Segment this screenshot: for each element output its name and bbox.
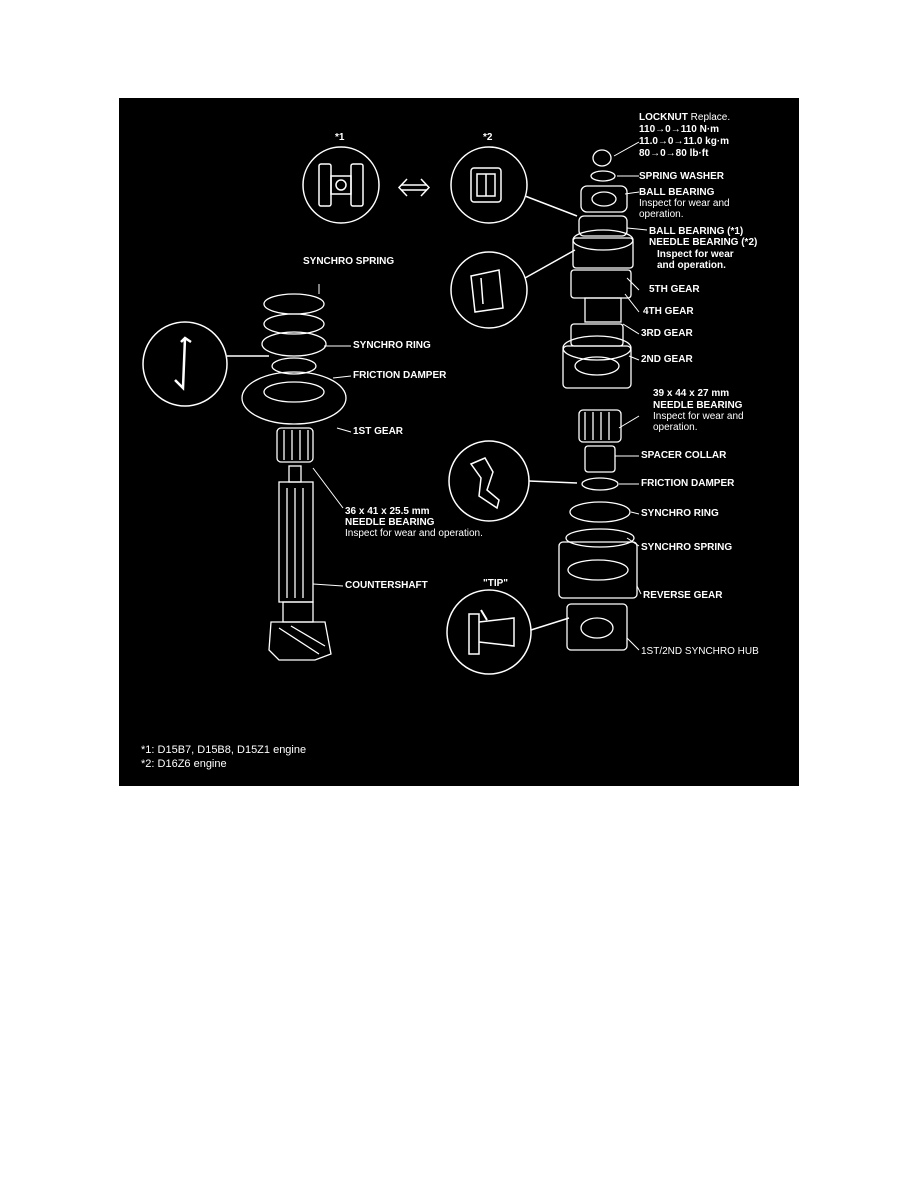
ball-bearing-note2: operation. — [639, 209, 684, 220]
locknut-torque-lbft: 80→0→80 lb·ft — [639, 148, 709, 159]
label-friction-damper-right: FRICTION DAMPER — [641, 478, 735, 489]
needle-bearing-note2: operation. — [653, 422, 698, 433]
right-shaft-stack — [559, 150, 637, 650]
label-needle-bearing-left: NEEDLE BEARING — [345, 517, 435, 528]
double-arrow-icon — [399, 179, 429, 196]
needle-bearing-left-note: Inspect for wear and operation. — [345, 528, 483, 539]
label-spacer-collar: SPACER COLLAR — [641, 450, 727, 461]
label-1st-gear: 1ST GEAR — [353, 426, 404, 437]
label-bearing-alt-1: BALL BEARING (*1) — [649, 226, 744, 237]
label-spring-washer: SPRING WASHER — [639, 171, 725, 182]
leader-line — [525, 196, 577, 216]
leader-line — [531, 618, 569, 630]
detail-circle-2 — [451, 147, 527, 223]
locknut-title: LOCKNUT — [639, 112, 688, 123]
label-tip: "TIP" — [483, 578, 509, 589]
label-friction-damper-left: FRICTION DAMPER — [353, 370, 447, 381]
marker-1: *1 — [335, 132, 345, 143]
footnote-2: *2: D16Z6 engine — [141, 758, 227, 770]
label-synchro-spring-right: SYNCHRO SPRING — [641, 542, 733, 553]
leader-line — [529, 481, 577, 483]
label-synchro-hub: 1ST/2ND SYNCHRO HUB — [641, 646, 759, 657]
locknut-torque-nm: 110→0→110 N·m — [639, 124, 720, 135]
label-3rd-gear: 3RD GEAR — [641, 328, 693, 339]
needle-bearing-left-size: 36 x 41 x 25.5 mm — [345, 506, 430, 517]
label-leaders — [313, 142, 647, 650]
label-reverse-gear: REVERSE GEAR — [643, 590, 723, 601]
locknut-note: Replace. — [690, 112, 731, 123]
label-bearing-alt-2: NEEDLE BEARING (*2) — [649, 237, 758, 248]
bearing-alt-note1: Inspect for wear — [657, 249, 734, 260]
detail-circle-tip — [447, 590, 531, 674]
label-synchro-ring-left: SYNCHRO RING — [353, 340, 431, 351]
label-4th-gear: 4TH GEAR — [643, 306, 694, 317]
detail-circle-spring — [143, 322, 227, 406]
needle-bearing-size: 39 x 44 x 27 mm — [653, 388, 730, 399]
label-2nd-gear: 2ND GEAR — [641, 354, 693, 365]
label-synchro-ring-right: SYNCHRO RING — [641, 508, 719, 519]
detail-circle-bearing — [451, 252, 527, 328]
needle-bearing-note1: Inspect for wear and — [653, 411, 744, 422]
detail-circle-1 — [303, 147, 379, 223]
detail-circle-damper — [449, 441, 529, 521]
label-locknut — [639, 112, 730, 123]
bearing-alt-note2: and operation. — [657, 260, 726, 271]
marker-2: *2 — [483, 132, 493, 143]
label-countershaft: COUNTERSHAFT — [345, 580, 428, 591]
locknut-torque-kgm: 11.0→0→11.0 kg·m — [639, 136, 730, 147]
label-needle-bearing: NEEDLE BEARING — [653, 400, 743, 411]
exploded-view-diagram — [119, 98, 799, 786]
label-synchro-spring-left: SYNCHRO SPRING — [303, 256, 395, 267]
label-5th-gear: 5TH GEAR — [649, 284, 700, 295]
left-shaft-stack — [242, 294, 346, 660]
ball-bearing-note1: Inspect for wear and — [639, 198, 730, 209]
label-ball-bearing: BALL BEARING — [639, 187, 715, 198]
leader-line — [525, 250, 575, 278]
footnote-1: *1: D15B7, D15B8, D15Z1 engine — [141, 744, 307, 756]
